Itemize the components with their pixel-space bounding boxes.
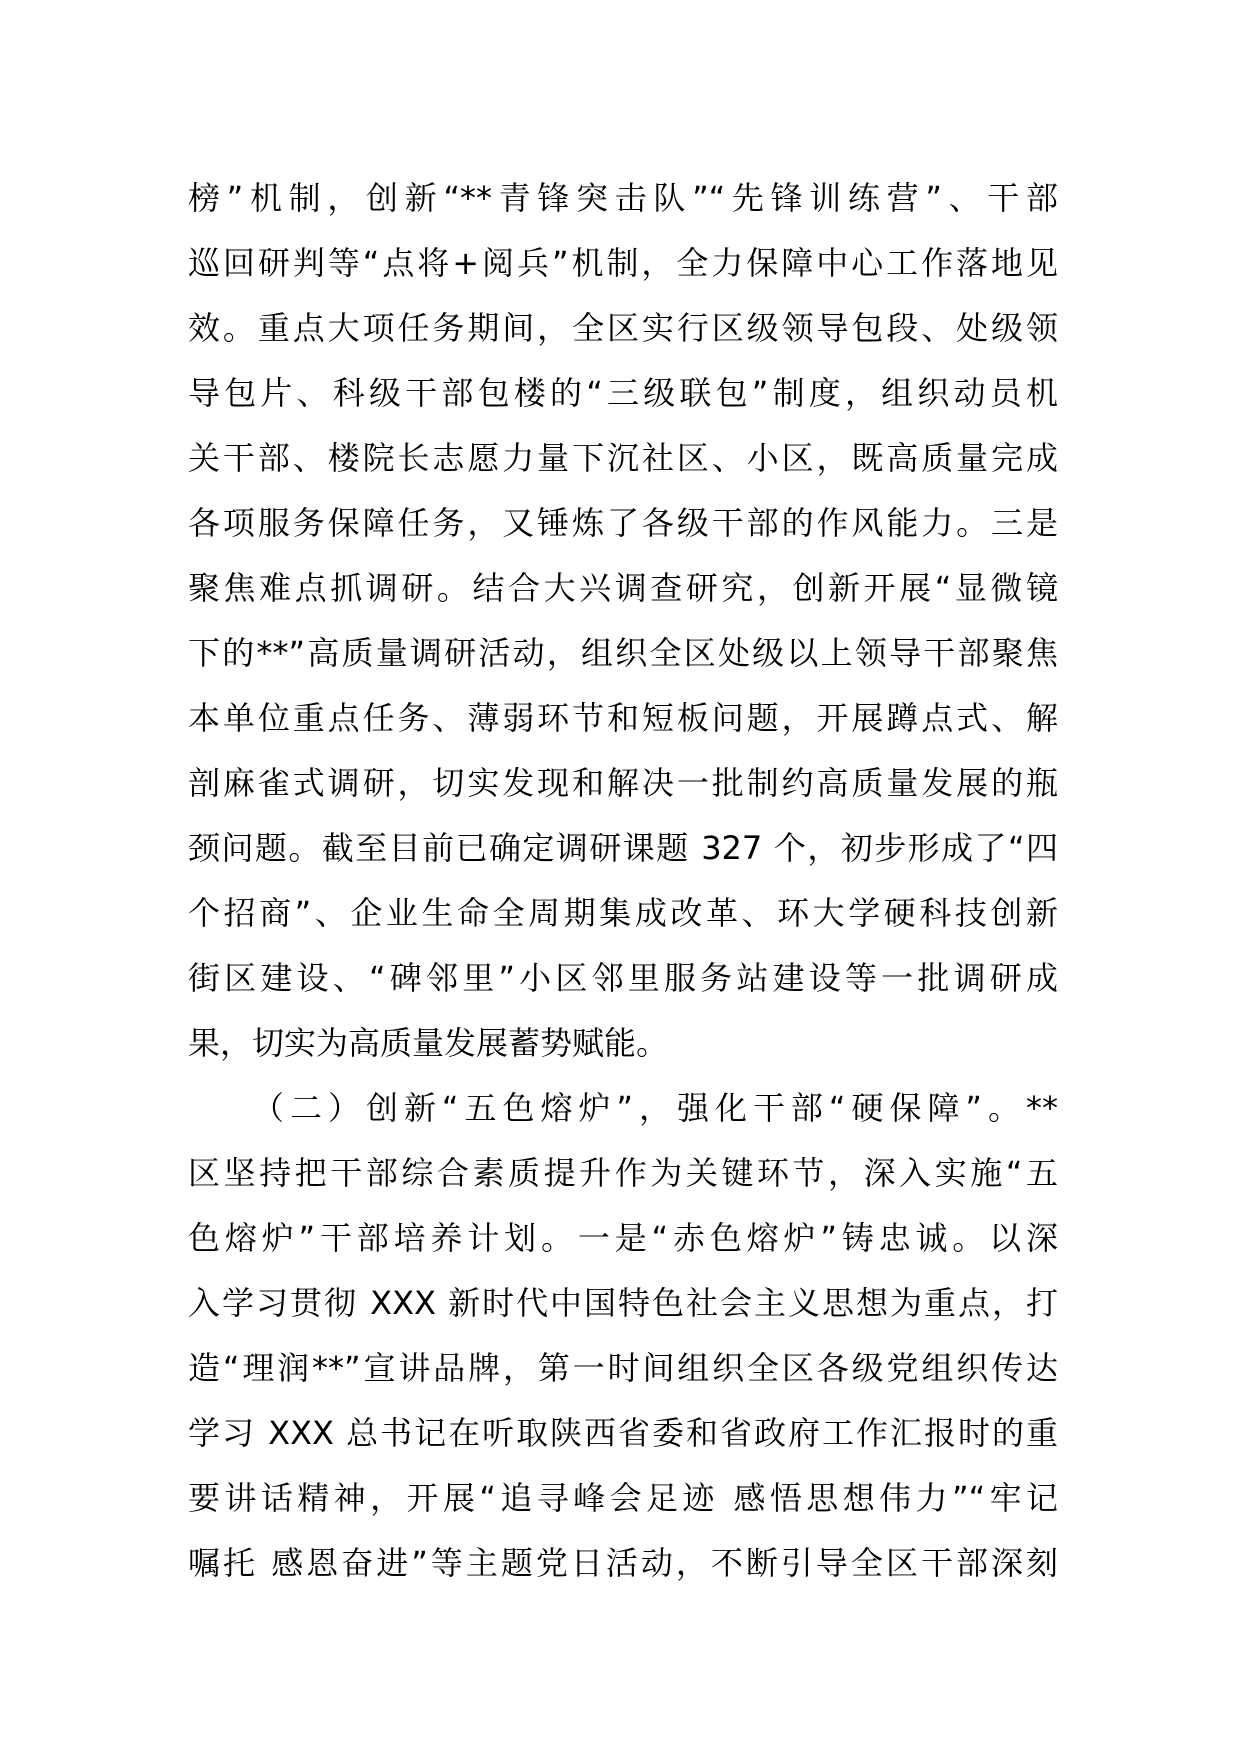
text-line: 下的**”高质量调研活动，组织全区处级以上领导干部聚焦 (188, 634, 1058, 672)
text-line: 剖麻雀式调研，切实发现和解决一批制约高质量发展的瓶 (188, 764, 1058, 802)
text-line: 区坚持把干部综合素质提升作为关键环节，深入实施“五 (188, 1154, 1058, 1192)
text-line: 导包片、科级干部包楼的“三级联包”制度，组织动员机 (188, 374, 1058, 412)
text-line: 颈问题。截至目前已确定调研课题 327 个，初步形成了“四 (188, 829, 1058, 867)
text-line: 学习 XXX 总书记在听取陕西省委和省政府工作汇报时的重 (188, 1414, 1058, 1452)
text-line: 嘱托 感恩奋进”等主题党日活动，不断引导全区干部深刻 (188, 1544, 1058, 1582)
text-line: 关干部、楼院长志愿力量下沉社区、小区，既高质量完成 (188, 439, 1058, 477)
text-line: 街区建设、“碑邻里”小区邻里服务站建设等一批调研成 (188, 959, 1058, 997)
text-line: 色熔炉”干部培养计划。一是“赤色熔炉”铸忠诚。以深 (188, 1219, 1058, 1257)
text-line: 各项服务保障任务，又锤炼了各级干部的作风能力。三是 (188, 504, 1058, 542)
text-line: 个招商”、企业生命全周期集成改革、环大学硬科技创新 (188, 894, 1058, 932)
text-line: 本单位重点任务、薄弱环节和短板问题，开展蹲点式、解 (188, 699, 1058, 737)
text-line: 果，切实为高质量发展蓄势赋能。 (188, 1024, 669, 1062)
text-line: 入学习贯彻 XXX 新时代中国特色社会主义思想为重点，打 (188, 1284, 1058, 1322)
text-line: 效。重点大项任务期间，全区实行区级领导包段、处级领 (188, 309, 1058, 347)
body-text (188, 166, 1058, 1596)
text-line: 要讲话精神，开展“追寻峰会足迹 感悟思想伟力”“牢记 (188, 1479, 1058, 1517)
text-line: 聚焦难点抓调研。结合大兴调查研究，创新开展“显微镜 (188, 569, 1058, 607)
text-line: 造“理润**”宣讲品牌，第一时间组织全区各级党组织传达 (188, 1349, 1058, 1387)
text-line: 榜”机制，创新“**青锋突击队”“先锋训练营”、干部 (188, 179, 1058, 217)
section-heading-line: （二）创新“五色熔炉”，强化干部“硬保障”。** (252, 1089, 1058, 1127)
text-line: 巡回研判等“点将+阅兵”机制，全力保障中心工作落地见 (188, 244, 1058, 282)
